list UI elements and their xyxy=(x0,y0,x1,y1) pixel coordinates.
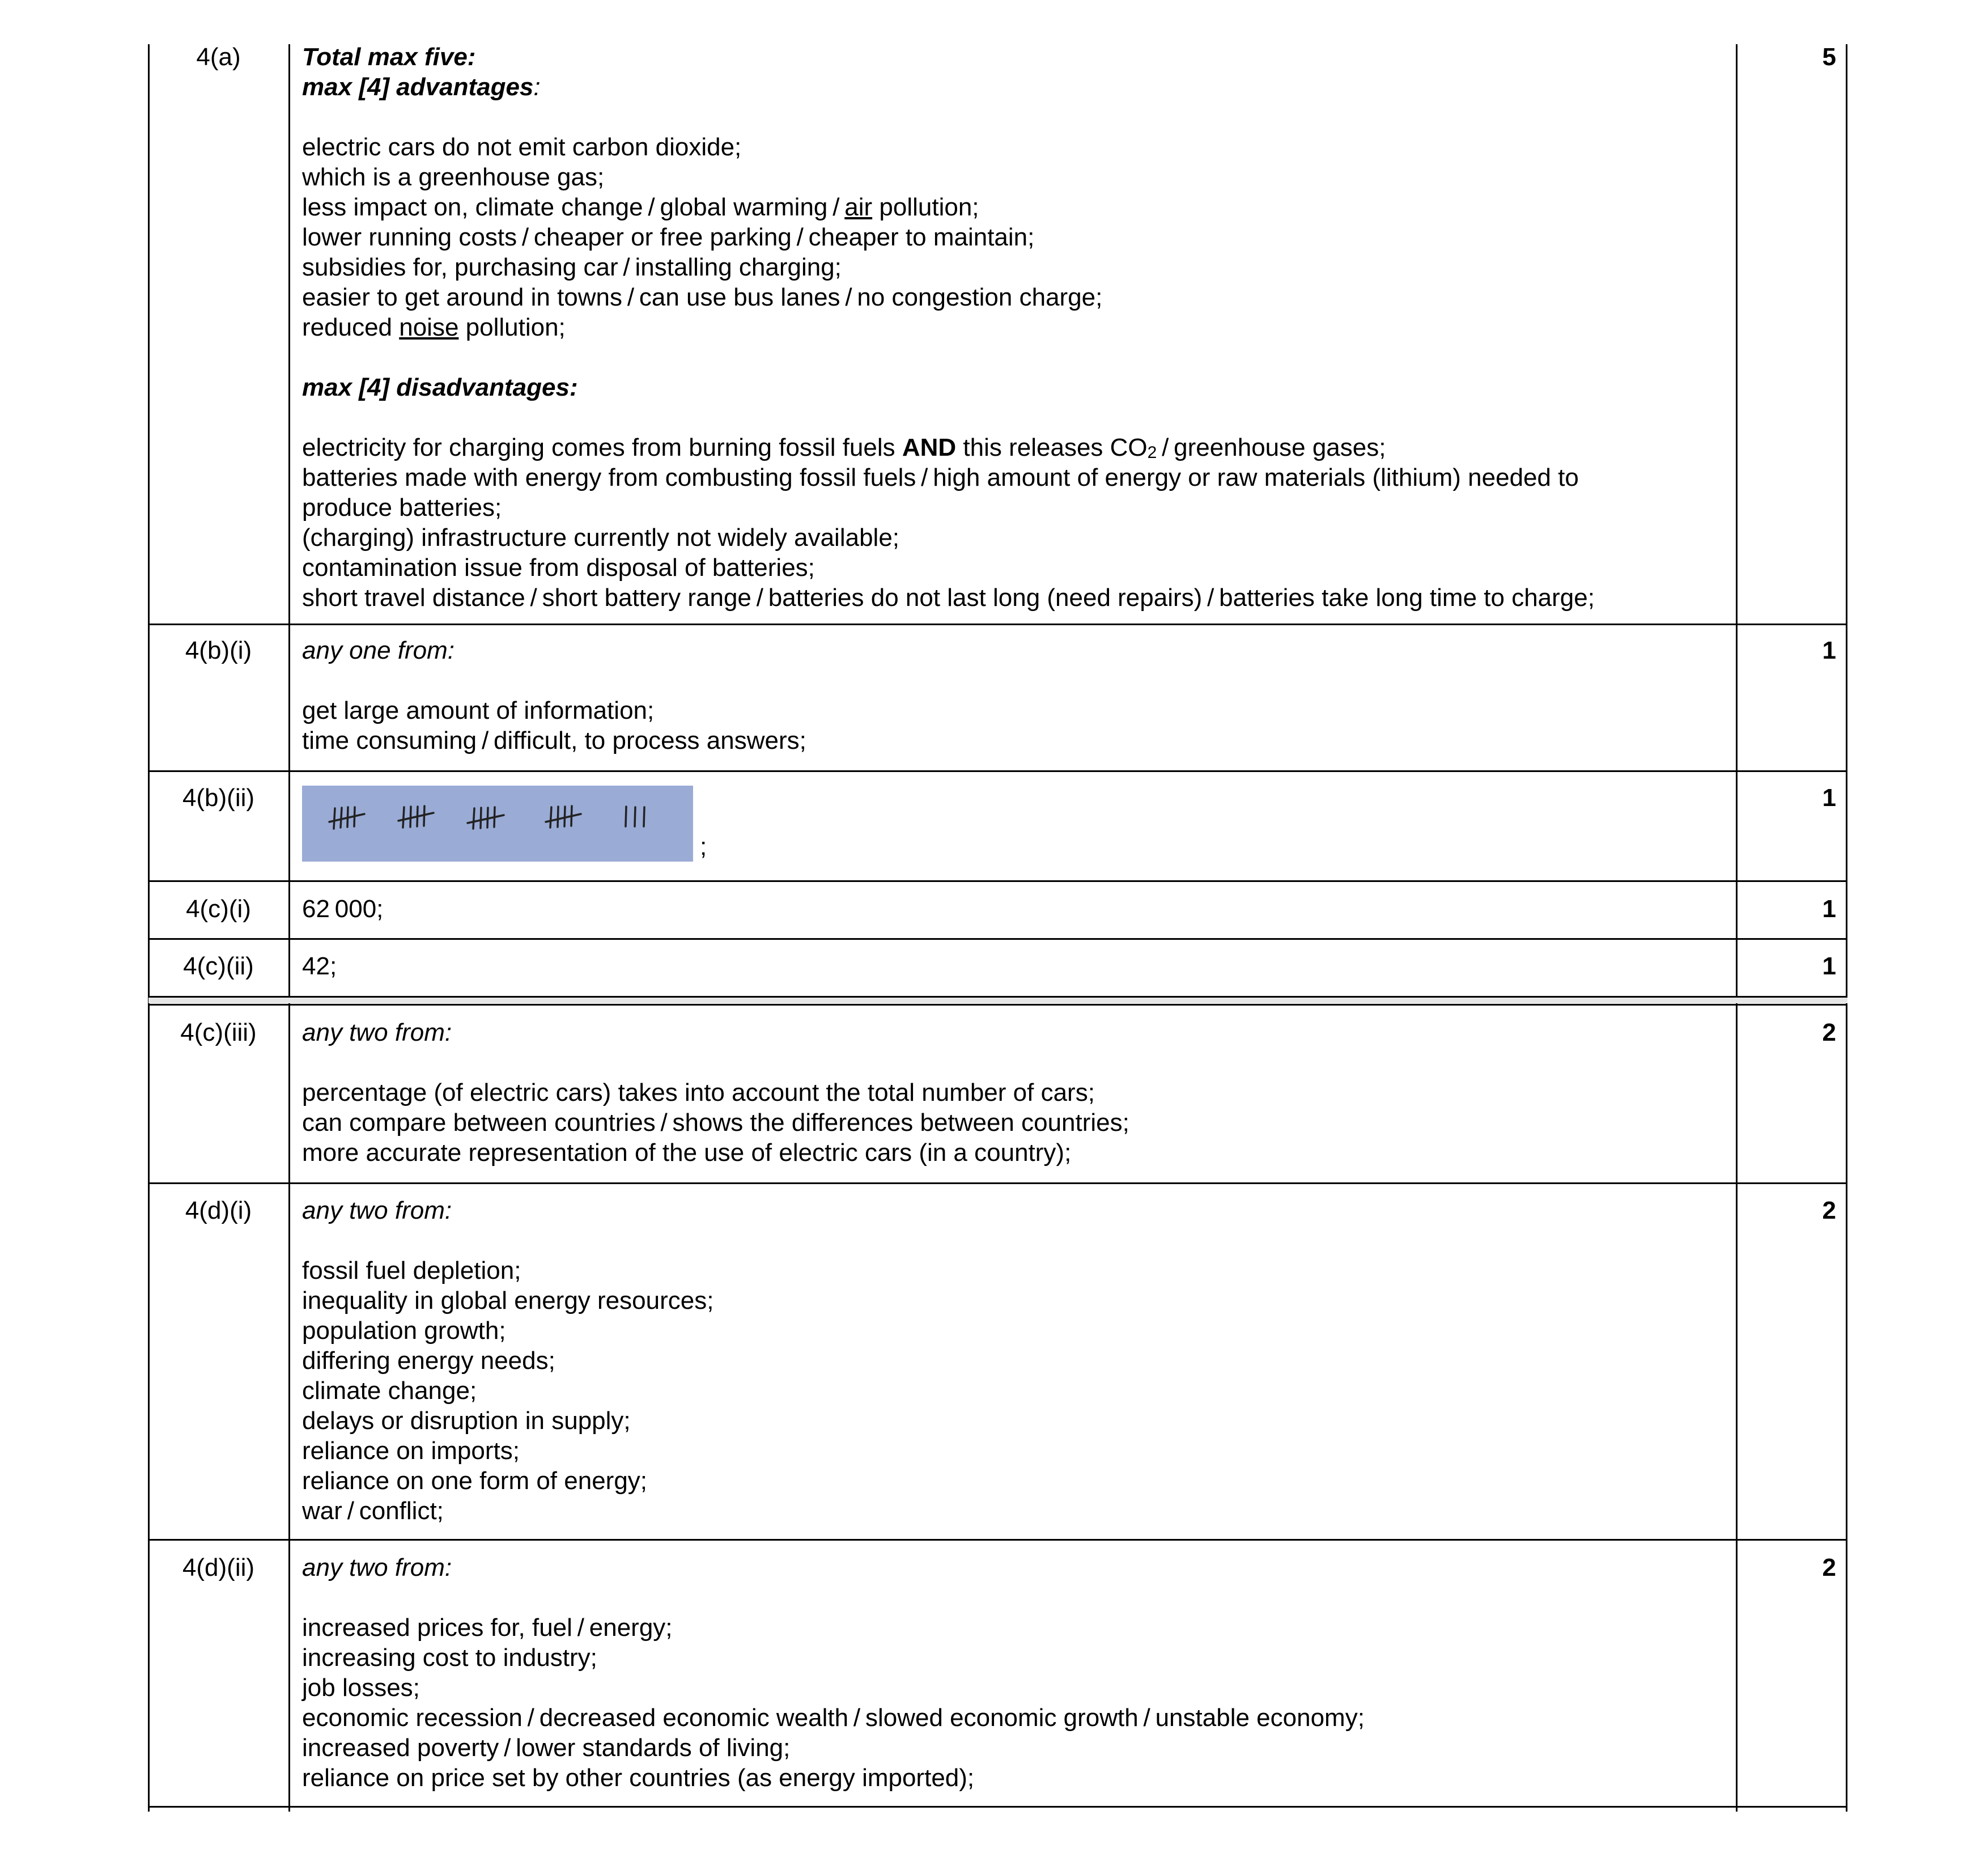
answer-text: pollution; xyxy=(458,313,566,341)
answer-text: less impact on, climate change / global warming / xyxy=(302,193,845,221)
answer-line: delays or disruption in supply; xyxy=(302,1407,631,1435)
underlined-keyword: air xyxy=(844,193,873,221)
answer-line: short travel distance / short battery range / batteries do not last long (need repairs) / batteries take long time to charge; xyxy=(302,584,1595,612)
marks-value: 2 xyxy=(1822,1554,1836,1581)
answer-terminator: ; xyxy=(700,833,707,860)
question-number: 4(b)(i) xyxy=(185,637,252,664)
heading-advantages: max [4] advantages xyxy=(302,73,534,101)
table-border-bottom xyxy=(148,1806,1847,1808)
answer-line: 62 000; xyxy=(302,895,384,923)
answer-line xyxy=(302,192,1730,222)
column-divider-question xyxy=(288,44,290,1812)
answer-cell-4dii xyxy=(302,1553,1730,1793)
answer-line: reliance on price set by other countries (as energy imported); xyxy=(302,1764,975,1792)
column-divider-marks xyxy=(1736,44,1738,1812)
marks-value: 2 xyxy=(1822,1197,1836,1224)
table-border-right xyxy=(1846,44,1847,1812)
answer-line: increased poverty / lower standards of living; xyxy=(302,1734,791,1762)
answer-line: (charging) infrastructure currently not widely available; xyxy=(302,524,900,552)
answer-line: get large amount of information; xyxy=(302,697,655,724)
answer-cell-4a xyxy=(302,42,1730,613)
answer-line: job losses; xyxy=(302,1674,420,1702)
row-divider xyxy=(148,1182,1847,1184)
answer-cell-4ci xyxy=(302,894,1730,924)
underlined-keyword: noise xyxy=(399,313,459,341)
answer-cell-4di xyxy=(302,1195,1730,1526)
answer-text: / greenhouse gases; xyxy=(1157,434,1386,461)
row-divider xyxy=(148,880,1847,882)
answer-line: 42; xyxy=(302,952,337,980)
heading-colon: : xyxy=(533,73,541,101)
answer-text: reduced xyxy=(302,313,400,341)
answer-line: subsidies for, purchasing car / installing charging; xyxy=(302,253,842,281)
answer-cell-4bii xyxy=(302,786,1730,862)
tally-marks-drawing xyxy=(302,786,693,862)
answer-line: fossil fuel depletion; xyxy=(302,1257,521,1284)
instruction: any one from: xyxy=(302,637,455,664)
marks-value: 1 xyxy=(1822,952,1836,980)
heading-total: Total max five: xyxy=(302,43,476,71)
answer-cell-4ciii xyxy=(302,1017,1730,1168)
answer-line: batteries made with energy from combusting fossil fuels / high amount of energy or raw materials (lithium) needed to xyxy=(302,464,1579,491)
question-number: 4(d)(ii) xyxy=(182,1554,255,1581)
answer-line: can compare between countries / shows the differences between countries; xyxy=(302,1109,1129,1136)
answer-line: contamination issue from disposal of batteries; xyxy=(302,554,815,582)
answer-line: increased prices for, fuel / energy; xyxy=(302,1614,673,1642)
instruction: any two from: xyxy=(302,1554,452,1581)
answer-line: war / conflict; xyxy=(302,1497,444,1525)
row-divider xyxy=(148,996,1847,998)
marks-value: 2 xyxy=(1822,1019,1836,1046)
instruction: any two from: xyxy=(302,1197,452,1224)
answer-line: more accurate representation of the use of electric cars (in a country); xyxy=(302,1139,1072,1167)
answer-line: which is a greenhouse gas; xyxy=(302,163,605,191)
answer-line: inequality in global energy resources; xyxy=(302,1287,714,1314)
question-number: 4(b)(ii) xyxy=(182,784,255,812)
row-divider xyxy=(148,624,1847,625)
answer-text: electricity for charging comes from burning fossil fuels xyxy=(302,434,902,461)
answer-text: pollution; xyxy=(872,193,979,221)
marks-value: 1 xyxy=(1822,637,1836,664)
answer-line: easier to get around in towns / can use bus lanes / no congestion charge; xyxy=(302,283,1103,311)
row-separator-band xyxy=(148,998,1847,1003)
row-divider xyxy=(148,1539,1847,1541)
answer-line: percentage (of electric cars) takes into account the total number of cars; xyxy=(302,1079,1095,1106)
answer-line xyxy=(302,312,1730,342)
answer-line: climate change; xyxy=(302,1377,477,1405)
answer-line xyxy=(302,432,1730,463)
bold-keyword: AND xyxy=(902,434,957,461)
row-divider xyxy=(148,938,1847,940)
answer-line: differing energy needs; xyxy=(302,1347,555,1375)
question-number: 4(a) xyxy=(196,43,241,71)
answer-line: economic recession / decreased economic wealth / slowed economic growth / unstable economy; xyxy=(302,1704,1365,1732)
heading-disadvantages: max [4] disadvantages: xyxy=(302,374,578,401)
marks-value: 1 xyxy=(1822,784,1836,812)
tally-marks-image xyxy=(302,786,693,862)
answer-cell-4bi xyxy=(302,635,1730,756)
row-divider xyxy=(148,770,1847,772)
answer-line: reliance on imports; xyxy=(302,1437,520,1465)
answer-line: reliance on one form of energy; xyxy=(302,1467,648,1495)
question-number: 4(c)(iii) xyxy=(180,1019,257,1046)
marks-value: 1 xyxy=(1822,895,1836,923)
marks-value: 5 xyxy=(1822,43,1836,71)
answer-line: electric cars do not emit carbon dioxide; xyxy=(302,133,742,161)
table-border-left xyxy=(148,44,150,1812)
instruction: any two from: xyxy=(302,1019,452,1046)
answer-line: lower running costs / cheaper or free parking / cheaper to maintain; xyxy=(302,223,1035,251)
answer-text: this releases CO xyxy=(956,434,1148,461)
heading-advantages-line xyxy=(302,72,1730,102)
question-number: 4(c)(ii) xyxy=(183,952,254,980)
question-number: 4(d)(i) xyxy=(185,1197,252,1224)
answer-cell-4cii xyxy=(302,951,1730,981)
answer-line: increasing cost to industry; xyxy=(302,1644,597,1672)
question-number: 4(c)(i) xyxy=(186,895,251,923)
answer-line: population growth; xyxy=(302,1317,506,1345)
subscript: 2 xyxy=(1147,443,1157,462)
answer-line: time consuming / difficult, to process answers; xyxy=(302,727,806,754)
answer-line: produce batteries; xyxy=(302,494,502,521)
row-divider xyxy=(148,1004,1847,1006)
